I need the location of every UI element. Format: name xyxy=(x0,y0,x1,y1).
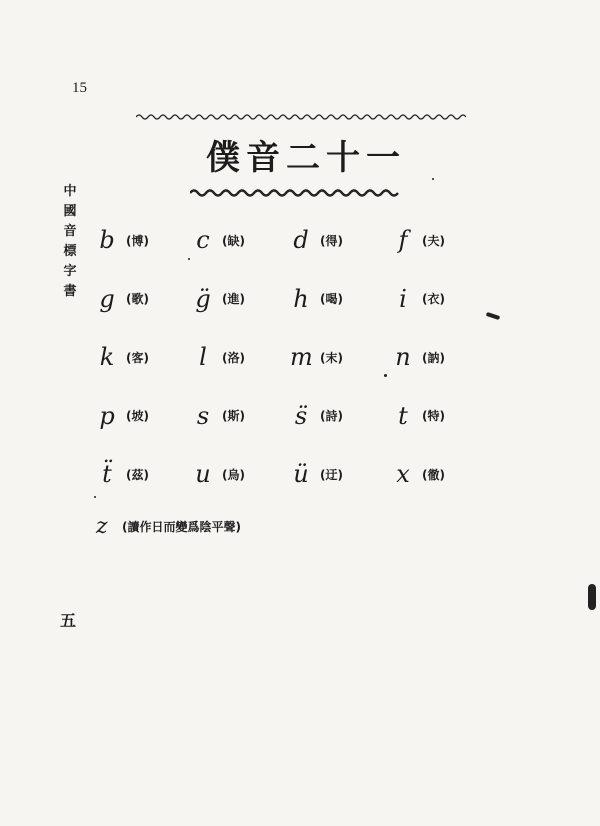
letter: g xyxy=(99,284,115,313)
letter: n xyxy=(395,343,411,371)
table-row xyxy=(96,281,496,340)
letter-entry xyxy=(290,398,343,434)
page-title: 僕音二十一 xyxy=(206,138,406,178)
letter-entry xyxy=(96,456,149,492)
ink-dot xyxy=(384,374,387,377)
letter: c xyxy=(196,226,210,254)
page-number: 15 xyxy=(72,80,87,96)
letter: l xyxy=(199,343,207,371)
pronunciation-char: (末) xyxy=(320,350,343,365)
letter: s xyxy=(196,401,210,430)
pronunciation-char: (斯) xyxy=(222,409,245,423)
pronunciation-char: (喝) xyxy=(320,292,343,306)
table-row xyxy=(96,456,496,515)
letter: s̈ xyxy=(294,401,308,430)
pronunciation-char: (客) xyxy=(126,350,149,365)
letter-entry xyxy=(96,222,149,258)
ink-mark xyxy=(588,584,596,610)
letter-entry xyxy=(392,456,445,492)
pronunciation-char: (博) xyxy=(126,233,149,248)
letter: x xyxy=(396,460,410,488)
side-title: 中國音標字書 xyxy=(63,184,77,299)
pronunciation-char: (茲) xyxy=(126,467,149,482)
pronunciation-char: (得) xyxy=(320,233,343,248)
letter: d xyxy=(293,226,309,254)
letter-entry xyxy=(96,281,149,317)
ink-dot xyxy=(94,496,96,498)
letter-entry xyxy=(392,222,445,258)
letter: u xyxy=(195,460,211,488)
letter: b xyxy=(99,226,115,254)
ink-dot xyxy=(432,178,434,180)
letter-table xyxy=(96,222,496,515)
page-char: 五 xyxy=(60,611,77,630)
letter-entry xyxy=(192,222,245,258)
letter-entry xyxy=(392,398,445,434)
letter-entry xyxy=(392,339,445,375)
table-row xyxy=(96,339,496,398)
pronunciation-char: (坡) xyxy=(126,409,149,423)
letter: m xyxy=(290,343,313,371)
letter-entry xyxy=(290,222,343,258)
letter: t xyxy=(398,401,408,430)
ink-dot xyxy=(188,258,190,260)
letter: f xyxy=(398,226,408,254)
note-text: (讀作日而變爲陰平聲) xyxy=(122,520,241,534)
letter-entry xyxy=(290,281,343,317)
pronunciation-char: (特) xyxy=(422,409,445,423)
pronunciation-char: (詩) xyxy=(320,409,343,423)
top-wavy-rule xyxy=(136,112,466,122)
pronunciation-char: (洛) xyxy=(222,350,245,365)
letter-entry xyxy=(290,456,343,492)
letter: g̈ xyxy=(195,284,211,313)
table-row xyxy=(96,222,496,281)
pronunciation-char: (歌) xyxy=(126,292,149,306)
letter: p xyxy=(99,401,115,430)
title-underline xyxy=(190,188,400,198)
pronunciation-char: (迂) xyxy=(320,467,343,482)
pronunciation-char: (進) xyxy=(222,292,245,306)
letter-entry xyxy=(192,281,245,317)
pronunciation-char: (訥) xyxy=(422,350,445,365)
letter-entry xyxy=(290,339,343,375)
table-row xyxy=(96,398,496,457)
pronunciation-char: (烏) xyxy=(222,467,245,482)
z-note xyxy=(96,514,241,539)
letter: i xyxy=(399,284,407,313)
letter: ü xyxy=(293,460,309,488)
pronunciation-char: (夫) xyxy=(422,233,445,248)
letter-entry xyxy=(392,281,445,317)
letter: k xyxy=(99,343,115,371)
letter-entry xyxy=(192,339,245,375)
letter: z xyxy=(96,514,108,539)
letter: h xyxy=(293,284,309,313)
pronunciation-char: (徹) xyxy=(422,467,445,482)
letter: ẗ xyxy=(102,460,112,488)
letter-entry xyxy=(192,398,245,434)
letter-entry xyxy=(192,456,245,492)
letter-entry xyxy=(96,339,149,375)
pronunciation-char: (缺) xyxy=(222,233,245,248)
pronunciation-char: (衣) xyxy=(422,292,445,306)
letter-entry xyxy=(96,398,149,434)
